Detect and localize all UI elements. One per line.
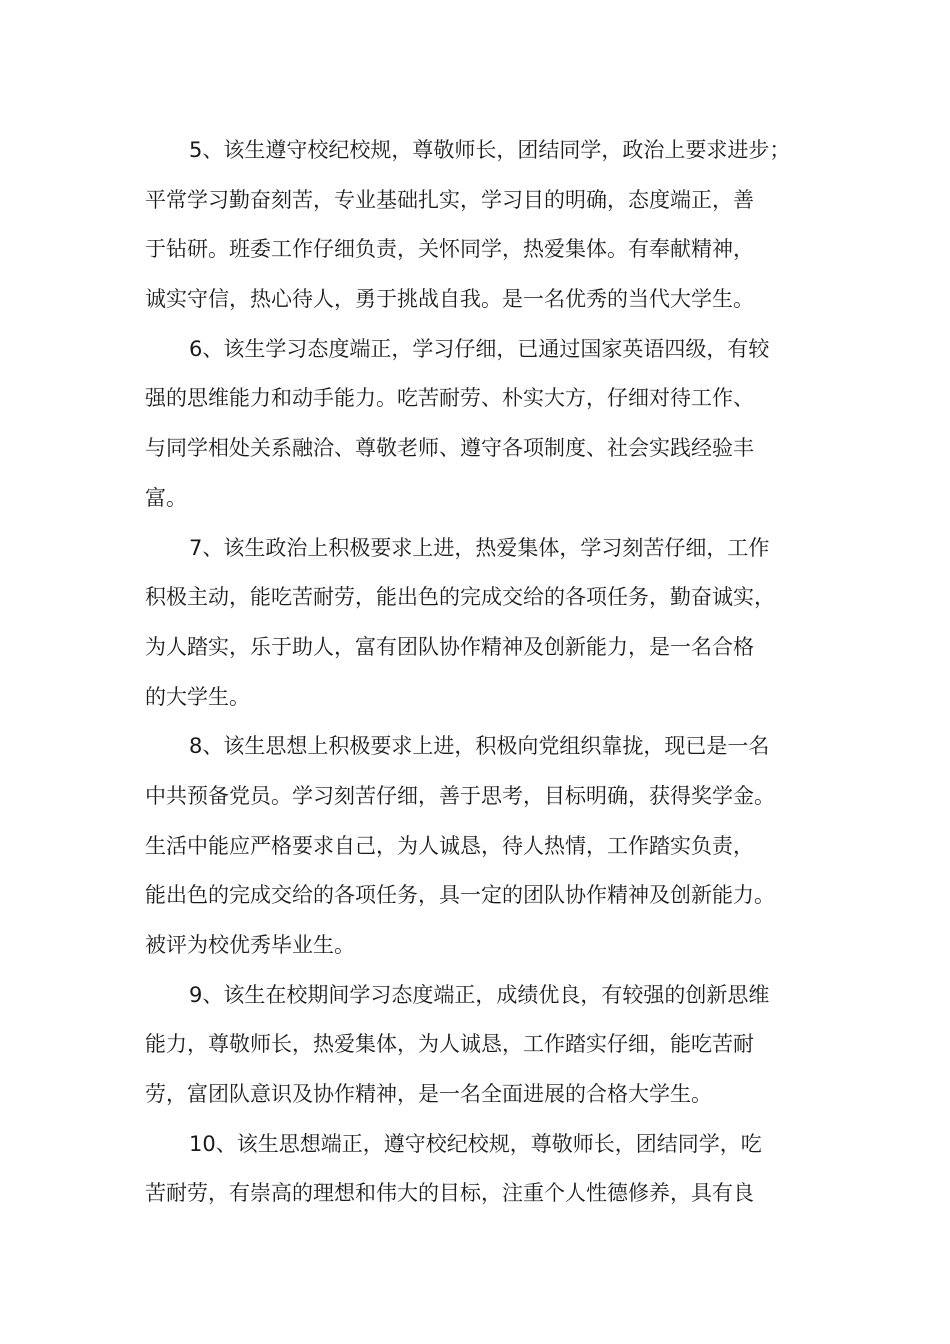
document-body xyxy=(145,126,820,1219)
text-line: 与同学相处关系融洽、尊敬老师、遵守各项制度、社会实践经验丰 xyxy=(145,436,754,461)
paragraph-5 xyxy=(145,126,820,325)
text-line: 诚实守信，热心待人，勇于挑战自我。是一名优秀的当代大学生。 xyxy=(145,287,754,312)
text-line: 为人踏实，乐于助人，富有团队协作精神及创新能力，是一名合格 xyxy=(145,634,754,659)
text-line: 的大学生。 xyxy=(145,684,250,709)
paragraph-10 xyxy=(145,1120,820,1219)
paragraph-7 xyxy=(145,524,820,723)
text-line: 6、该生学习态度端正，学习仔细，已通过国家英语四级，有较 xyxy=(189,336,770,361)
text-line: 生活中能应严格要求自己，为人诚恳，待人热情，工作踏实负责， xyxy=(145,833,754,858)
text-line: 苦耐劳，有崇高的理想和伟大的目标，注重个人性德修养，具有良 xyxy=(145,1181,754,1206)
text-line: 5、该生遵守校纪校规，尊敬师长，团结同学，政治上要求进步； xyxy=(189,138,791,162)
text-line: 9、该生在校期间学习态度端正，成绩优良，有较强的创新思维 xyxy=(189,982,770,1007)
text-line: 平常学习勤奋刻苦，专业基础扎实，学习目的明确，态度端正，善 xyxy=(145,187,754,212)
text-line: 中共预备党员。学习刻苦仔细，善于思考，目标明确，获得奖学金。 xyxy=(145,783,775,808)
paragraph-9 xyxy=(145,971,820,1120)
text-line: 劳，富团队意识及协作精神，是一名全面进展的合格大学生。 xyxy=(145,1082,712,1107)
paragraph-6 xyxy=(145,325,820,524)
text-line: 10、该生思想端正，遵守校纪校规，尊敬师长，团结同学，吃 xyxy=(189,1131,762,1156)
text-line: 能力，尊敬师长，热爱集体，为人诚恳，工作踏实仔细，能吃苦耐 xyxy=(145,1032,754,1057)
text-line: 能出色的完成交给的各项任务，具一定的团队协作精神及创新能力。 xyxy=(145,883,775,908)
text-line: 8、该生思想上积极要求上进，积极向党组织靠拢，现已是一名 xyxy=(189,734,770,759)
text-line: 富。 xyxy=(145,485,187,510)
paragraph-8 xyxy=(145,722,820,970)
text-line: 7、该生政治上积极要求上进，热爱集体，学习刻苦仔细，工作 xyxy=(189,535,770,560)
text-line: 强的思维能力和动手能力。吃苦耐劳、朴实大方，仔细对待工作、 xyxy=(145,386,754,411)
text-line: 被评为校优秀毕业生。 xyxy=(145,933,355,957)
text-line: 积极主动，能吃苦耐劳，能出色的完成交给的各项任务，勤奋诚实， xyxy=(145,585,775,610)
text-line: 于钻研。班委工作仔细负责，关怀同学，热爱集体。有奉献精神， xyxy=(145,237,754,262)
